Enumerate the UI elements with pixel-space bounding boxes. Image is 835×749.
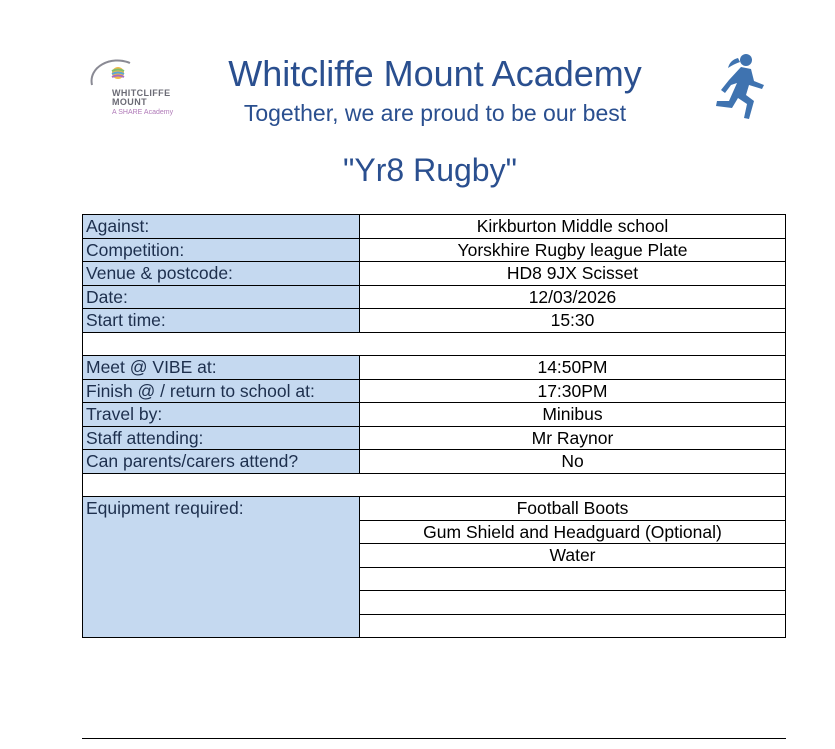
finish-label: Finish @ / return to school at:	[83, 379, 360, 403]
meet-label: Meet @ VIBE at:	[83, 356, 360, 380]
school-name: Whitcliffe Mount Academy	[228, 53, 642, 94]
date-label: Date:	[83, 285, 360, 309]
table-row-start-time	[83, 309, 786, 333]
spacer-row	[83, 332, 786, 356]
event-title: "Yr8 Rugby"	[343, 152, 517, 188]
footer-divider	[82, 738, 786, 739]
competition-value: Yorskhire Rugby league Plate	[360, 238, 786, 262]
staff-label: Staff attending:	[83, 426, 360, 450]
venue-label: Venue & postcode:	[83, 262, 360, 286]
spacer-cell	[83, 332, 786, 356]
against-value: Kirkburton Middle school	[360, 215, 786, 239]
travel-value: Minibus	[360, 403, 786, 427]
venue-value: HD8 9JX Scisset	[360, 262, 786, 286]
logo-line2: MOUNT	[112, 97, 147, 107]
spacer-row	[83, 473, 786, 497]
spacer-cell	[83, 473, 786, 497]
table-row-meet	[83, 356, 786, 380]
equipment-item	[360, 567, 786, 591]
equipment-item	[360, 614, 786, 638]
parents-value: No	[360, 450, 786, 474]
equipment-item: Water	[360, 544, 786, 568]
table-row-venue	[83, 262, 786, 286]
equipment-item: Gum Shield and Headguard (Optional)	[360, 520, 786, 544]
table-row-against	[83, 215, 786, 239]
table-row-competition	[83, 238, 786, 262]
meet-value: 14:50PM	[360, 356, 786, 380]
date-value: 12/03/2026	[360, 285, 786, 309]
table-row-travel	[83, 403, 786, 427]
school-motto: Together, we are proud to be our best	[243, 100, 627, 126]
equipment-label: Equipment required:	[83, 497, 360, 638]
runner-icon	[708, 52, 778, 128]
fixture-details-table	[82, 214, 786, 638]
travel-label: Travel by:	[83, 403, 360, 427]
staff-value: Mr Raynor	[360, 426, 786, 450]
logo-line1: WHITCLIFFE	[112, 88, 171, 98]
parents-label: Can parents/carers attend?	[83, 450, 360, 474]
equipment-item: Football Boots	[360, 497, 786, 521]
logo-line3: A SHARE Academy	[112, 109, 174, 116]
start-time-label: Start time:	[83, 309, 360, 333]
finish-value: 17:30PM	[360, 379, 786, 403]
start-time-value: 15:30	[360, 309, 786, 333]
against-label: Against:	[83, 215, 360, 239]
table-row-equipment	[83, 497, 786, 521]
table-row-parents	[83, 450, 786, 474]
table-row-date	[83, 285, 786, 309]
table-row-finish	[83, 379, 786, 403]
table-row-staff	[83, 426, 786, 450]
competition-label: Competition:	[83, 238, 360, 262]
equipment-item	[360, 591, 786, 615]
